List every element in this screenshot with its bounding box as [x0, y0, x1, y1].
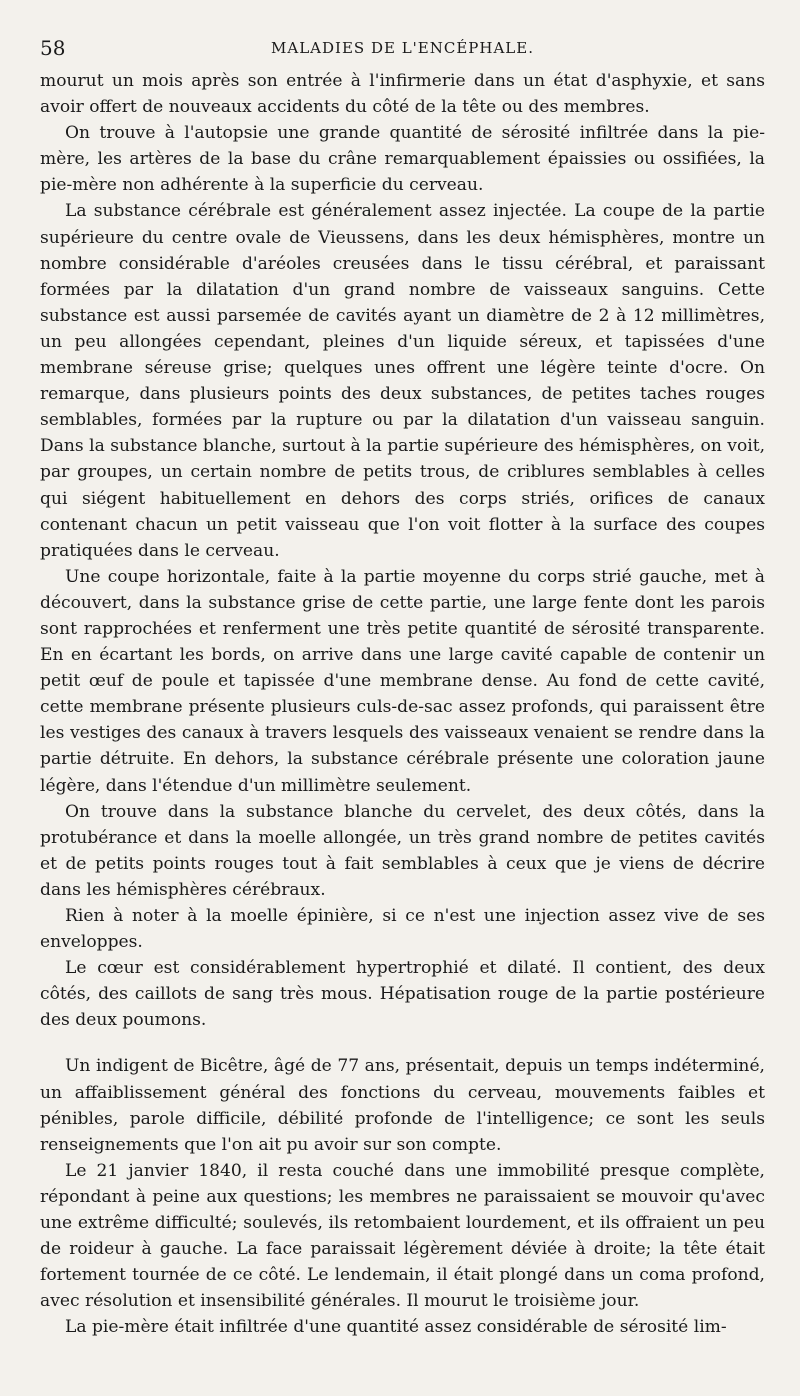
- running-head: MALADIES DE L'ENCÉPHALE.: [271, 39, 534, 57]
- case-separator: [40, 1033, 765, 1053]
- page-number: 58: [40, 36, 66, 60]
- paragraph: Un indigent de Bicêtre, âgé de 77 ans, présentait, depuis un temps indéterminé, un affaiblissement général des fonctions du cerveau, mouvements faibles et pénibles, parole difficile, débilité profonde de l'intelligence; ce sont les seuls renseignements que l'on ait pu avoir sur son compte.: [40, 1056, 765, 1155]
- paragraph: Rien à noter à la moelle épinière, si ce n'est une injection assez vive de ses enveloppes.: [40, 906, 765, 953]
- paragraph: La pie-mère était infiltrée d'une quantité assez considérable de sérosité lim-: [65, 1317, 727, 1338]
- paragraph: On trouve à l'autopsie une grande quantité de sérosité infiltrée dans la pie-mère, les artères de la base du crâne remarquablement épaissies ou ossifiées, la pie-mère non adhérente à la superficie du cerveau.: [40, 123, 765, 196]
- body-text: [40, 68, 765, 1341]
- paragraph: Le cœur est considérablement hypertrophié et dilaté. Il contient, des deux côtés, des caillots de sang très mous. Hépatisation rouge de la partie postérieure des deux poumons.: [40, 958, 765, 1031]
- paragraph: mourut un mois après son entrée à l'infirmerie dans un état d'asphyxie, et sans avoir offert de nouveaux accidents du côté de la tête ou des membres.: [40, 71, 765, 118]
- book-page: [40, 30, 765, 1341]
- paragraph: Une coupe horizontale, faite à la partie moyenne du corps strié gauche, met à découvert, dans la substance grise de cette partie, une large fente dont les parois sont rapprochées et renferment une très petite quantité de sérosité transparente. En en écartant les bords, on arrive dans une large cavité capable de contenir un petit œuf de poule et tapissée d'une membrane dense. Au fond de cette cavité, cette membrane présente plusieurs culs-de-sac assez profonds, qui paraissent être les vestiges des canaux à travers lesquels des vaisseaux venaient se rendre dans la partie détruite. En dehors, la substance cérébrale présente une coloration jaune légère, dans l'étendue d'un millimètre seulement.: [40, 566, 765, 796]
- paragraph: On trouve dans la substance blanche du cervelet, des deux côtés, dans la protubérance et dans la moelle allongée, un très grand nombre de petites cavités et de petits points rouges tout à fait semblables à ceux que je viens de décrire dans les hémisphères cérébraux.: [40, 801, 765, 900]
- page-header: [40, 30, 765, 60]
- paragraph: Le 21 janvier 1840, il resta couché dans une immobilité presque complète, répondant à peine aux questions; les membres ne paraissaient se mouvoir qu'avec une extrême difficulté; soulevés, ils retombaient lourdement, et ils offraient un peu de roideur à gauche. La face paraissait légèrement déviée à droite; la tête était fortement tournée de ce côté. Le lendemain, il était plongé dans un coma profond, avec résolution et insensibilité générales. Il mourut le troisième jour.: [40, 1160, 765, 1312]
- paragraph: La substance cérébrale est généralement assez injectée. La coupe de la partie supérieure du centre ovale de Vieussens, dans les deux hémisphères, montre un nombre considérable d'aréoles creusées dans le tissu cérébral, et paraissant formées par la dilatation d'un grand nombre de vaisseaux sanguins. Cette substance est aussi parsemée de cavités ayant un diamètre de 2 à 12 millimètres, un peu allongées cependant, pleines d'un liquide séreux, et tapissées d'une membrane séreuse grise; quelques unes offrent une légère teinte d'ocre. On remarque, dans plusieurs points des deux substances, de petites taches rouges semblables, formées par la rupture ou par la dilatation d'un vaisseau sanguin. Dans la substance blanche, surtout à la partie supérieure des hémisphères, on voit, par groupes, un certain nombre de petits trous, de criblures semblables à celles qui siégent habituellement en dehors des corps striés, orifices de canaux contenant chacun un petit vaisseau que l'on voit flotter à la surface des coupes pratiquées dans le cerveau.: [40, 201, 766, 561]
